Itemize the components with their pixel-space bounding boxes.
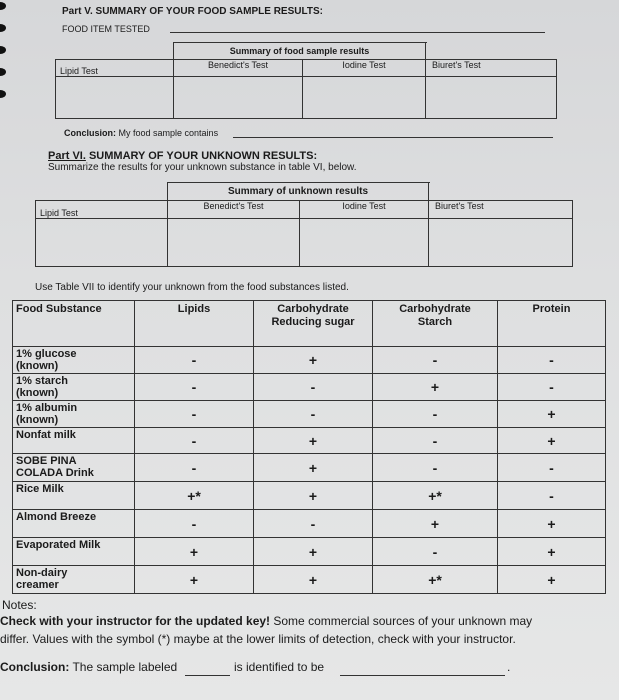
cell-lipid-result[interactable]	[36, 219, 168, 267]
food-name: Non-dairy creamer	[13, 566, 135, 594]
result-lipids: -	[135, 401, 254, 428]
result-starch: -	[373, 454, 498, 482]
header-carb-starch-line1: Carbohydrate	[399, 303, 471, 315]
food-name: Nonfat milk	[13, 428, 135, 454]
header-carb-starch-line2: Starch	[417, 316, 453, 328]
conclusion-line-part5	[64, 128, 218, 138]
notes-line-2: differ. Values with the symbol (*) maybe at the lower limits of detection, check with your instructor.	[0, 632, 516, 646]
result-protein: -	[498, 454, 606, 482]
header-lipids: Lipids	[135, 301, 254, 347]
food-name: Rice Milk	[13, 482, 135, 510]
unknown-results-table	[35, 182, 573, 267]
result-reducing-sugar: +	[254, 428, 373, 454]
result-lipids: -	[135, 510, 254, 538]
result-protein: +	[498, 566, 606, 594]
food-name: 1% starch (known)	[13, 374, 135, 401]
result-reducing-sugar: +	[254, 482, 373, 510]
table-row	[13, 374, 606, 401]
result-lipids: +	[135, 566, 254, 594]
cell-biurets-result[interactable]	[429, 219, 573, 267]
header-biurets-test: Biuret's Test	[429, 201, 573, 219]
identified-as-blank[interactable]	[340, 675, 505, 676]
table-row	[13, 347, 606, 374]
result-reducing-sugar: -	[254, 401, 373, 428]
result-lipids: -	[135, 347, 254, 374]
result-reducing-sugar: +	[254, 454, 373, 482]
table-row	[13, 566, 606, 594]
result-starch: -	[373, 428, 498, 454]
result-protein: +	[498, 428, 606, 454]
food-name: 1% glucose (known)	[13, 347, 135, 374]
food-item-label: FOOD ITEM TESTED	[62, 24, 150, 34]
result-reducing-sugar: +	[254, 347, 373, 374]
result-lipids: -	[135, 374, 254, 401]
result-starch: +*	[373, 566, 498, 594]
food-item-line	[170, 32, 545, 33]
food-sample-table-title: Summary of food sample results	[174, 43, 426, 60]
table-row	[13, 538, 606, 566]
table-row	[13, 401, 606, 428]
final-conclusion	[0, 660, 177, 674]
final-conclusion-label: Conclusion:	[0, 660, 70, 674]
header-carb-reducing-line1: Carbohydrate	[277, 303, 349, 315]
result-lipids: -	[135, 454, 254, 482]
result-protein: +	[498, 510, 606, 538]
table-row	[13, 428, 606, 454]
result-starch: -	[373, 347, 498, 374]
part5-title: Part V. SUMMARY OF YOUR FOOD SAMPLE RESULTS:	[62, 6, 323, 17]
binder-holes	[0, 0, 14, 110]
table7-intro: Use Table VII to identify your unknown from the food substances listed.	[35, 282, 349, 293]
food-name: Evaporated Milk	[13, 538, 135, 566]
cell-benedicts-result[interactable]	[174, 77, 303, 119]
notes-label: Notes:	[2, 598, 37, 612]
cell-iodine-result[interactable]	[303, 77, 426, 119]
table-row	[13, 482, 606, 510]
header-biurets-test: Biuret's Test	[426, 60, 557, 77]
header-carb-reducing	[254, 301, 373, 347]
result-reducing-sugar: +	[254, 566, 373, 594]
final-conclusion-end: .	[507, 660, 511, 674]
notes-line-1	[0, 614, 532, 628]
final-conclusion-text-1: The sample labeled	[72, 660, 178, 674]
result-reducing-sugar: -	[254, 374, 373, 401]
header-iodine-test: Iodine Test	[300, 201, 429, 219]
food-name: Almond Breeze	[13, 510, 135, 538]
result-protein: +	[498, 401, 606, 428]
header-carb-reducing-line2: Reducing sugar	[271, 316, 355, 328]
header-iodine-test: Iodine Test	[303, 60, 426, 77]
unknown-table-title: Summary of unknown results	[168, 183, 429, 201]
result-lipids: -	[135, 428, 254, 454]
result-reducing-sugar: +	[254, 538, 373, 566]
food-sample-results-table	[55, 42, 557, 119]
result-reducing-sugar: -	[254, 510, 373, 538]
conclusion-label: Conclusion:	[64, 128, 116, 138]
final-conclusion-text-2: is identified to be	[234, 660, 325, 674]
food-name: SOBE PINA COLADA Drink	[13, 454, 135, 482]
conclusion-text: My food sample contains	[118, 128, 219, 138]
result-protein: -	[498, 347, 606, 374]
result-starch: +	[373, 510, 498, 538]
sample-label-blank[interactable]	[185, 675, 230, 676]
result-protein: +	[498, 538, 606, 566]
header-benedicts-test: Benedict's Test	[168, 201, 300, 219]
result-protein: -	[498, 374, 606, 401]
food-substance-table	[12, 300, 606, 594]
header-carb-starch	[373, 301, 498, 347]
cell-benedicts-result[interactable]	[168, 219, 300, 267]
header-lipid-test: Lipid Test	[56, 60, 174, 77]
header-benedicts-test: Benedict's Test	[174, 60, 303, 77]
part6-title-text: SUMMARY OF YOUR UNKNOWN RESULTS:	[88, 150, 318, 162]
header-lipid-test: Lipid Test	[36, 201, 168, 219]
part6-title	[48, 150, 317, 162]
cell-lipid-result[interactable]	[56, 77, 174, 119]
result-starch: +	[373, 374, 498, 401]
result-starch: -	[373, 401, 498, 428]
cell-biurets-result[interactable]	[426, 77, 557, 119]
table-row	[13, 454, 606, 482]
notes-commercial-sources: Some commercial sources of your unknown may	[270, 614, 533, 628]
notes-instructor-key: Check with your instructor for the updated key!	[0, 614, 271, 628]
result-starch: -	[373, 538, 498, 566]
result-lipids: +*	[135, 482, 254, 510]
result-lipids: +	[135, 538, 254, 566]
result-starch: +*	[373, 482, 498, 510]
header-food-substance: Food Substance	[13, 301, 135, 347]
food-name: 1% albumin (known)	[13, 401, 135, 428]
table-row	[13, 510, 606, 538]
cell-iodine-result[interactable]	[300, 219, 429, 267]
header-protein: Protein	[498, 301, 606, 347]
result-protein: -	[498, 482, 606, 510]
conclusion-answer-line[interactable]	[233, 137, 553, 138]
part6-number: Part VI.	[48, 150, 86, 162]
part6-subtitle: Summarize the results for your unknown substance in table VI, below.	[48, 162, 357, 173]
